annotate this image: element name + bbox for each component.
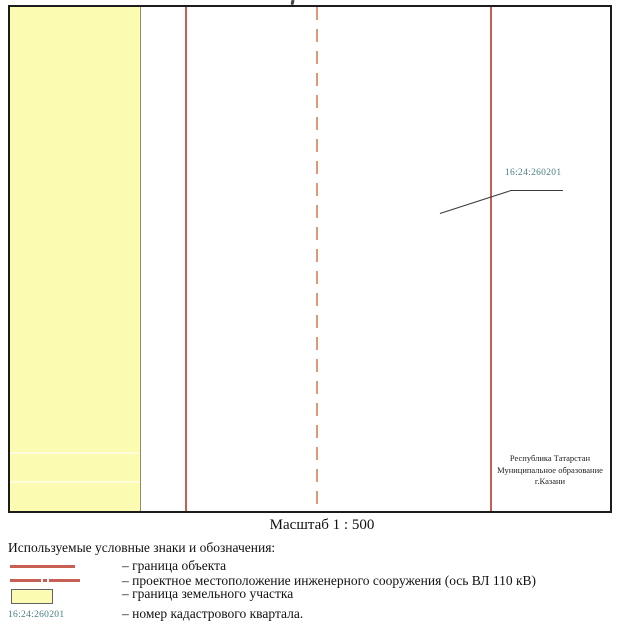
legend-label-land-parcel: – граница земельного участка: [122, 586, 294, 601]
power-line-axis-dashed-line: [316, 7, 318, 511]
dash-segment: [49, 579, 80, 582]
cadastral-map: [8, 5, 612, 513]
land-parcel-area: [10, 7, 141, 511]
object-boundary-line-right: [490, 7, 492, 511]
legend-symbol-object-boundary: [10, 565, 75, 568]
parcel-scanline: [10, 452, 139, 454]
legend-label-object-boundary: – граница объекта: [122, 558, 227, 573]
legend-label-cadastral-number: – номер кадастрового квартала.: [122, 606, 304, 621]
region-line-1: Республика Татарстан: [509, 453, 591, 463]
legend-header: Используемые условные знаки и обозначения:: [8, 540, 276, 555]
leader-line-diagonal: [440, 190, 512, 214]
legend-symbol-cadastral-number: 16:24:260201: [8, 610, 65, 620]
map-canvas: [10, 7, 610, 511]
region-line-3: г.Казани: [534, 476, 566, 486]
object-boundary-line-left: [185, 7, 187, 511]
legend-symbol-land-parcel: [11, 589, 53, 604]
leader-line-horizontal: [510, 190, 563, 191]
scale-caption: Масштаб 1 : 500: [269, 517, 375, 533]
dash-segment: [43, 579, 47, 582]
cadastral-quarter-number-label: 16:24:260201: [505, 168, 562, 178]
parcel-scanline: [10, 481, 139, 483]
region-text-block: [490, 453, 610, 488]
region-line-2: Муниципальное образование: [497, 464, 603, 475]
dash-segment: [10, 579, 41, 582]
legend-label-axis-dashed: – проектное местоположение инженерного сооружения (ось ВЛ 110 кВ): [122, 573, 537, 588]
legend-symbol-axis-dashed: [10, 579, 80, 582]
